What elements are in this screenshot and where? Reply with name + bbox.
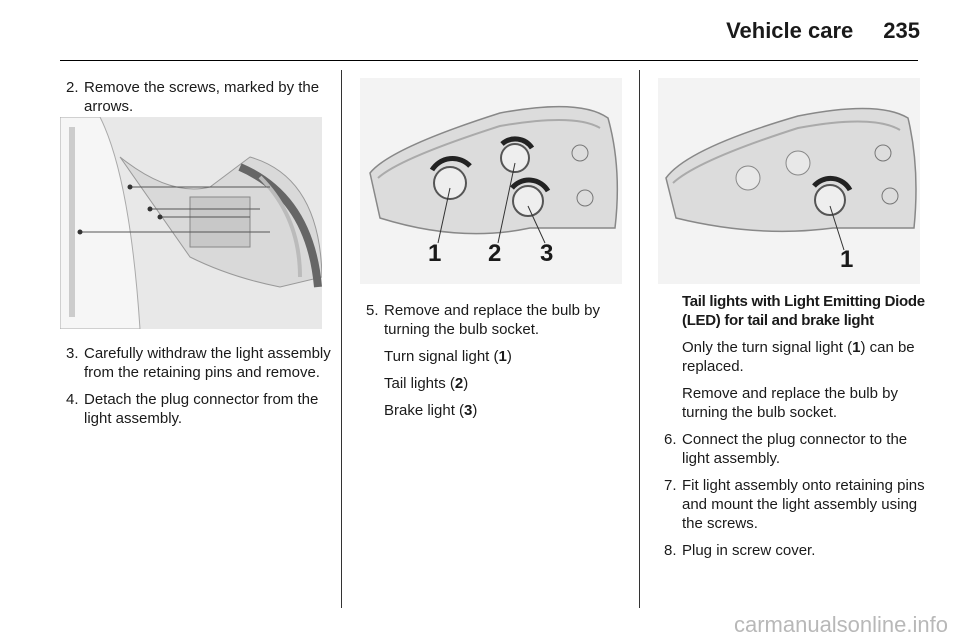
column-1-lower (60, 344, 332, 436)
column-2 (360, 301, 630, 428)
step-5 (360, 301, 630, 339)
note-turn-signal: Only the turn signal light (1) can be replaced. (682, 339, 915, 375)
figure-rear-light-screws (60, 117, 322, 329)
page-header (726, 18, 920, 44)
step-number: 3. (66, 345, 79, 362)
figure-label-1: 1 (840, 246, 854, 273)
figure-bulb-sockets (360, 78, 622, 284)
step-6 (658, 430, 928, 468)
step-text: Remove the screws, marked by the arrows. (84, 79, 320, 115)
bulb-item-turn-signal: Turn signal light (1) (384, 348, 512, 365)
watermark: carmanualsonline.info (733, 612, 948, 637)
column-divider-1 (341, 70, 342, 608)
step-7 (658, 476, 928, 533)
step-number: 6. (664, 431, 677, 448)
step-8 (658, 541, 928, 560)
header-rule (60, 60, 918, 61)
step-text: Detach the plug connector from the light assembly. (84, 391, 319, 427)
step-4 (60, 390, 332, 428)
step-text: Plug in screw cover. (682, 542, 816, 559)
figure-led-light (658, 78, 920, 284)
step-number: 7. (664, 477, 677, 494)
step-number: 5. (366, 302, 379, 319)
figure-label-1: 1 (428, 240, 442, 267)
bulb-item-tail: Tail lights (2) (384, 375, 469, 392)
step-number: 2. (66, 79, 79, 96)
page-number: 235 (883, 18, 920, 43)
section-title: Vehicle care (726, 18, 854, 43)
step-number: 4. (66, 391, 79, 408)
step-text: Connect the plug connector to the light assembly. (682, 431, 908, 467)
figure-label-3: 3 (540, 240, 554, 267)
step-text: Remove and replace the bulb by turning the bulb socket. (384, 302, 600, 338)
step-number: 8. (664, 542, 677, 559)
step-text: Carefully withdraw the light assembly from the retaining pins and remove. (84, 345, 331, 381)
bulb-item-brake: Brake light (3) (384, 402, 478, 419)
step-3 (60, 344, 332, 382)
note-replace-bulb: Remove and replace the bulb by turning the bulb socket. (682, 385, 898, 421)
figure-label-2: 2 (488, 240, 502, 267)
column-3 (658, 292, 928, 568)
step-2 (60, 78, 332, 116)
figure-caption: Tail lights with Light Emitting Diode (LED) for tail and brake light (682, 293, 925, 329)
column-divider-2 (639, 70, 640, 608)
step-text: Fit light assembly onto retaining pins and mount the light assembly using the screws. (682, 477, 925, 532)
